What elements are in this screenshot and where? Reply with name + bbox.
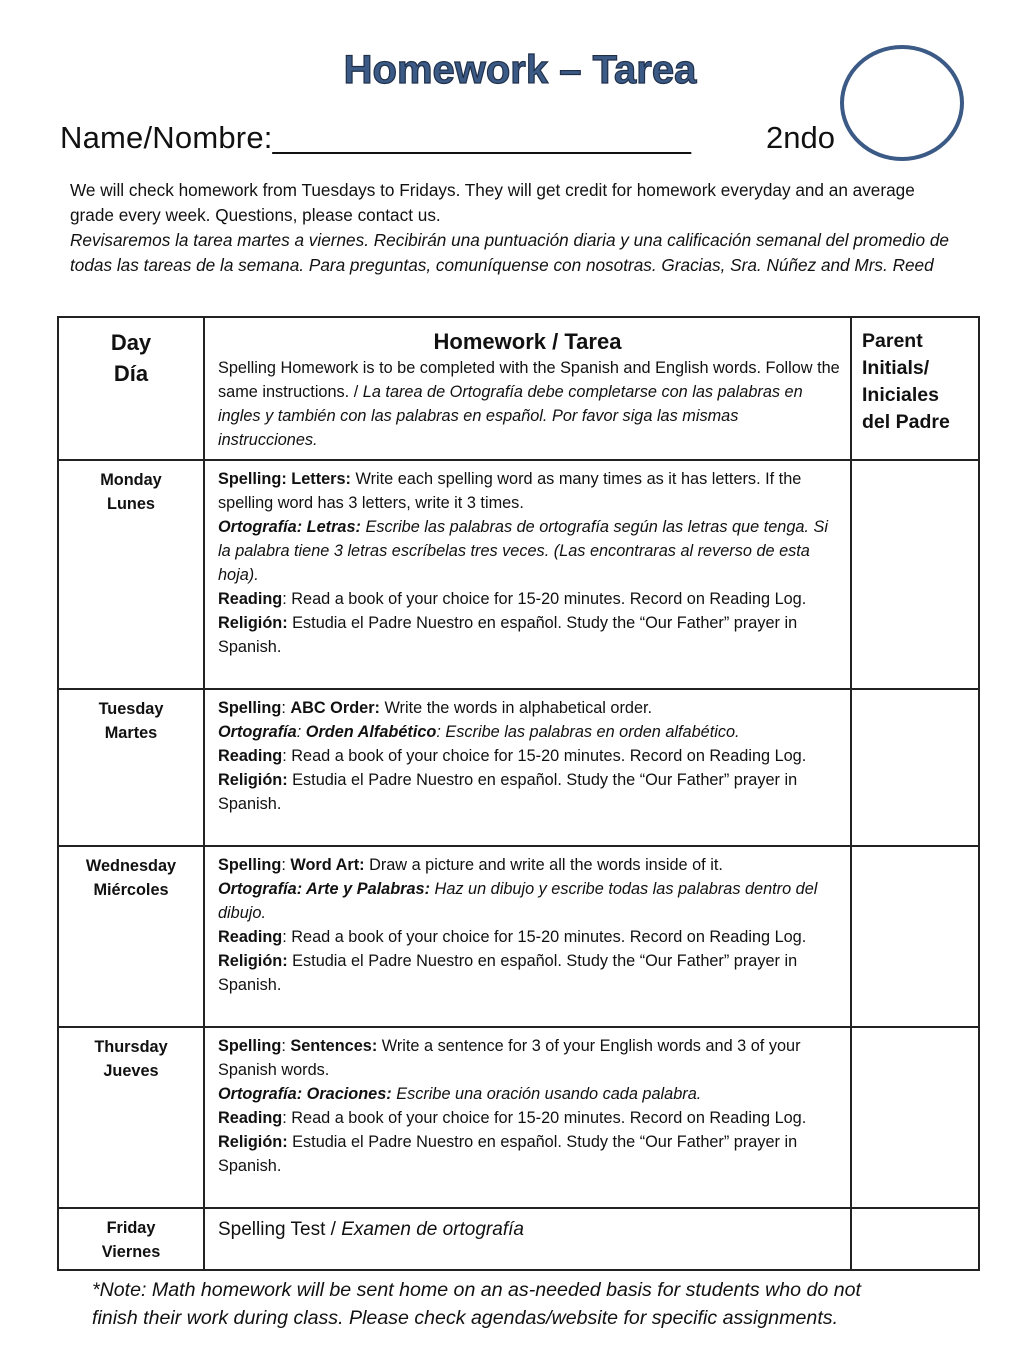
homework-header-title: Homework / Tarea [433,329,622,354]
task-cell [204,1208,851,1270]
parent-column-header [851,317,979,460]
homework-table [57,316,980,1271]
table-row-thursday [58,1027,979,1208]
task-text: : Read a book of your choice for 15-20 minutes. Record on Reading Log. [282,590,807,608]
task-text: : Escribe las palabras en orden alfabético. [436,723,740,741]
ortografia-line [218,720,840,744]
title-text: Homework – Tarea [343,48,697,92]
task-label: Reading [218,1109,283,1127]
table-row-tuesday [58,689,979,846]
homework-header-es: La tarea de Ortografía debe completarse con las palabras en ingles y también con las palabras en español. Por favor siga las mismas instrucciones. [218,383,803,449]
task-text: Estudia el Padre Nuestro en español. Study the “Our Father” prayer in Spanish. [218,1133,798,1175]
task-text: Estudia el Padre Nuestro en español. Study the “Our Father” prayer in Spanish. [218,771,798,813]
day-en: Tuesday [98,700,164,718]
task-text-es: Examen de ortografía [341,1219,524,1240]
task-label: Ortografía [218,723,297,741]
task-cell [204,1027,851,1208]
day-en: Friday [106,1219,156,1237]
reading-line [218,1106,840,1130]
task-text: Write a sentence for 3 of your English words and 3 of your Spanish words. [218,1037,801,1079]
task-label: Orden Alfabético [305,723,437,741]
homework-column-header [204,317,851,460]
ortografia-line [218,515,840,587]
task-text: : Read a book of your choice for 15-20 minutes. Record on Reading Log. [282,928,807,946]
day-es: Viernes [101,1243,161,1261]
task-separator: : [281,1037,291,1055]
day-cell [58,846,204,1027]
table-row-wednesday [58,846,979,1027]
day-column-header [58,317,204,460]
task-text: : Read a book of your choice for 15-20 minutes. Record on Reading Log. [282,747,807,765]
task-label: Spelling: Letters: [218,470,351,488]
parent-header-line: Parent [862,330,923,352]
task-label: ABC Order: [290,699,380,717]
religion-line [218,611,840,659]
ortografia-line [218,877,840,925]
name-field-label: Name/Nombre:________________________ [60,120,692,155]
day-en: Monday [100,471,162,489]
task-text: Draw a picture and write all the words inside of it. [364,856,723,874]
day-en: Thursday [94,1038,168,1056]
page-title [330,40,710,100]
day-es: Lunes [107,495,155,513]
parent-initials-cell[interactable] [851,1027,979,1208]
task-text: Escribe las palabras de ortografía según las letras que tenga. Si la palabra tiene 3 letras escríbelas tres veces. (Las encontraras al reverso de esta hoja). [218,518,828,584]
task-text: Spelling Test / [218,1219,342,1240]
task-label: Religión: [218,614,288,632]
parent-header-line: Initials/ [862,357,930,379]
task-text: Write each spelling word as many times as it has letters. If the spelling word has 3 letters, write it 3 times. [218,470,802,512]
task-label: Ortografía: Oraciones: [218,1085,392,1103]
reading-line [218,744,840,768]
day-cell [58,1027,204,1208]
task-text: Estudia el Padre Nuestro en español. Study the “Our Father” prayer in Spanish. [218,952,798,994]
spelling-line [218,1034,840,1082]
task-cell [204,846,851,1027]
task-label: Word Art: [290,856,365,874]
task-label: Spelling [218,856,282,874]
grade-label: 2ndo [766,120,835,155]
intro-spanish: Revisaremos la tarea martes a viernes. Recibirán una puntuación diaria y una calificación semanal del promedio de todas las tareas de la semana. Para preguntas, comuníquense con nosotras. Gracias, Sra. Núñez and Mrs. Reed [70,230,949,275]
task-separator: : [281,699,291,717]
homework-header-instructions [205,356,850,458]
day-es: Jueves [103,1062,159,1080]
grade-circle [840,45,964,161]
intro-text [70,178,960,278]
task-separator: : [281,856,291,874]
reading-line [218,925,840,949]
parent-header-line: del Padre [862,411,950,433]
task-label: Spelling [218,699,282,717]
parent-initials-cell[interactable] [851,689,979,846]
day-es: Martes [104,724,158,742]
spelling-line [218,696,840,720]
spelling-line [218,853,840,877]
task-label: Religión: [218,1133,288,1151]
task-text: Write the words in alphabetical order. [379,699,653,717]
task-label: Sentences: [290,1037,378,1055]
task-label: Ortografía: Arte y Palabras: [218,880,431,898]
table-row-friday [58,1208,979,1270]
table-header-row [58,317,979,460]
day-header-es: Día [113,361,149,386]
religion-line [218,768,840,816]
day-header-en: Day [110,330,152,355]
task-label: Reading [218,590,283,608]
task-cell [204,689,851,846]
day-en: Wednesday [85,857,177,875]
religion-line [218,1130,840,1178]
task-label: Ortografía: Letras: [218,518,361,536]
reading-line [218,587,840,611]
intro-english: We will check homework from Tuesdays to Fridays. They will get credit for homework everyday and an average grade every week. Questions, please contact us. [70,180,915,225]
parent-initials-cell[interactable] [851,846,979,1027]
task-separator: : [296,723,306,741]
task-text: Escribe una oración usando cada palabra. [391,1085,702,1103]
table-row-monday [58,460,979,689]
ortografia-line [218,1082,840,1106]
task-label: Reading [218,928,283,946]
homework-header-en: Spelling Homework is to be completed with the Spanish and English words. Follow the same instructions. / [218,359,840,401]
task-label: Spelling [218,1037,282,1055]
parent-initials-cell[interactable] [851,1208,979,1270]
day-cell [58,1208,204,1270]
task-text: : Read a book of your choice for 15-20 minutes. Record on Reading Log. [282,1109,807,1127]
day-es: Miércoles [93,881,169,899]
task-text: Estudia el Padre Nuestro en español. Study the “Our Father” prayer in Spanish. [218,614,798,656]
day-cell [58,689,204,846]
religion-line [218,949,840,997]
parent-header-line: Iniciales [862,384,939,406]
task-text: Haz un dibujo y escribe todas las palabras dentro del dibujo. [218,880,818,922]
parent-initials-cell[interactable] [851,460,979,689]
day-cell [58,460,204,689]
task-cell [204,460,851,689]
spelling-line [218,467,840,515]
task-label: Religión: [218,952,288,970]
math-note: *Note: Math homework will be sent home on an as-needed basis for students who do not finish their work during class. Please check agendas/website for specific assignments. [92,1279,861,1329]
task-label: Religión: [218,771,288,789]
task-label: Reading [218,747,283,765]
